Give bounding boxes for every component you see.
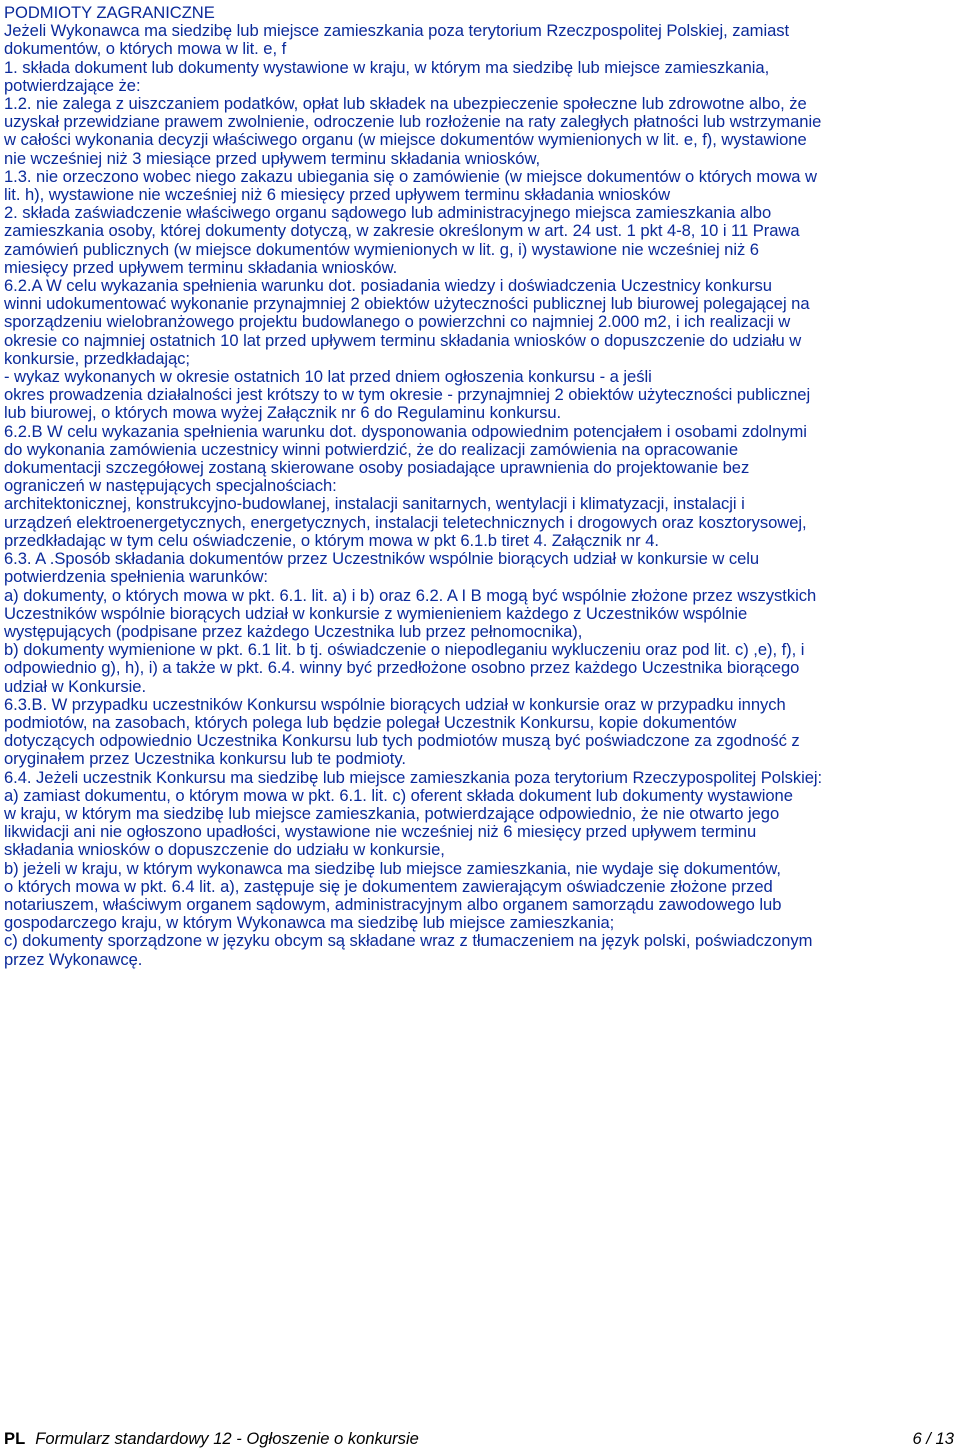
text-line: winni udokumentować wykonanie przynajmniej 2 obiektów użyteczności publicznej lub biurowej polegającej na bbox=[4, 294, 810, 314]
text-line: Uczestników wspólnie biorących udział w konkursie z wymienieniem każdego z Uczestników wspólnie bbox=[4, 603, 748, 623]
text-line: 6.3.B. W przypadku uczestników Konkursu wspólnie biorących udział w konkursie oraz w przypadku innych bbox=[4, 694, 786, 714]
text-line: 6.2.A W celu wykazania spełnienia warunku dot. posiadania wiedzy i doświadczenia Uczestnicy konkursu bbox=[4, 276, 772, 296]
document-body bbox=[4, 4, 956, 969]
text-line: sporządzeniu wielobranżowego projektu budowlanego o powierzchni co najmniej 2.000 m2, i ich realizacji w bbox=[4, 312, 791, 332]
text-line: b) dokumenty wymienione w pkt. 6.1 lit. b tj. oświadczenie o niepodleganiu wykluczeniu oraz pod lit. c) ,e), f), i bbox=[4, 640, 805, 660]
section-heading: PODMIOTY ZAGRANICZNE bbox=[4, 3, 215, 22]
text-line: 1.3. nie orzeczono wobec niego zakazu ubiegania się o zamówienie (w miejsce dokumentów o których mowa w bbox=[4, 166, 817, 186]
text-line: notariuszem, właściwym organem sądowym, administracyjnym albo organem samorządu zawodowego lub bbox=[4, 894, 782, 914]
text-line: zamówień publicznych (w miejsce dokumentów wymienionych w lit. g, i) wystawione nie wcześniej niż 6 bbox=[4, 239, 759, 259]
text-line: 6.2.B W celu wykazania spełnienia warunku dot. dysponowania odpowiednim potencjałem i osobami zdolnymi bbox=[4, 421, 807, 441]
text-line: dotyczących odpowiednio Uczestnika Konkursu lub tych podmiotów muszą być poświadczone za zgodność z bbox=[4, 731, 800, 751]
text-line: dokumentów, o których mowa w lit. e, f bbox=[4, 39, 287, 59]
text-line: w kraju, w którym ma siedzibę lub miejsce zamieszkania, potwierdzające odpowiednio, że nie otwarto jego bbox=[4, 803, 780, 823]
text-line: oryginałem przez Uczestnika konkursu lub te podmioty. bbox=[4, 749, 406, 769]
text-line: miesięcy przed upływem terminu składania wniosków. bbox=[4, 257, 398, 277]
text-line: potwierdzające że: bbox=[4, 75, 141, 95]
text-line: likwidacji ani nie ogłoszono upadłości, wystawione nie wcześniej niż 6 miesięcy przed upływem terminu bbox=[4, 822, 757, 842]
text-line: przedkładając w tym celu oświadczenie, o którym mowa w pkt 6.1.b tiret 4. Załącznik nr 4. bbox=[4, 530, 659, 550]
text-line: ograniczeń w następujących specjalnościach: bbox=[4, 476, 337, 496]
text-line: udział w Konkursie. bbox=[4, 676, 147, 696]
text-line: występujących (podpisane przez każdego Uczestnika lub przez pełnomocnika), bbox=[4, 621, 583, 641]
text-line: okresie co najmniej ostatnich 10 lat przed upływem terminu składania wniosków o dopuszczenie do udziału w bbox=[4, 330, 802, 350]
text-line: 6.3. A .Sposób składania dokumentów przez Uczestników wspólnie biorących udział w konkursie w celu bbox=[4, 549, 760, 569]
text-line: urządzeń elektroenergetycznych, energetycznych, instalacji teletechnicznych i drogowych oraz kosztorysowej, bbox=[4, 512, 807, 532]
footer-form-title: Formularz standardowy 12 - Ogłoszenie o konkursie bbox=[35, 1429, 419, 1448]
text-line: 6.4. Jeżeli uczestnik Konkursu ma siedzibę lub miejsce zamieszkania poza terytorium Rzeczypospolitej Polskiej: bbox=[4, 767, 823, 787]
text-line: nie wcześniej niż 3 miesiące przed upływem terminu składania wniosków, bbox=[4, 148, 541, 168]
text-line: - wykaz wykonanych w okresie ostatnich 10 lat przed dniem ogłoszenia konkursu - a jeśli bbox=[4, 367, 652, 387]
text-line: dokumentacji szczegółowej zostaną skierowane osoby posiadające uprawnienia do projektowanie bez bbox=[4, 458, 750, 478]
page-footer bbox=[4, 1429, 954, 1449]
text-line: c) dokumenty sporządzone w języku obcym są składane wraz z tłumaczeniem na język polski, poświadczonym bbox=[4, 931, 813, 951]
text-line: w całości wykonania decyzji właściwego organu (w miejsce dokumentów wymienionych w lit. e, f), wystawione bbox=[4, 130, 807, 150]
text-line: lit. h), wystawione nie wcześniej niż 6 miesięcy przed upływem terminu składania wniosków bbox=[4, 185, 671, 205]
text-line: podmiotów, na zasobach, których polega lub będzie polegał Uczestnik Konkursu, kopie dokumentów bbox=[4, 712, 737, 732]
text-line: składania wniosków o dopuszczenie do udziału w konkursie, bbox=[4, 840, 445, 860]
text-line: b) jeżeli w kraju, w którym wykonawca ma siedzibę lub miejsce zamieszkania, nie wydaje się dokumentów, bbox=[4, 858, 781, 878]
text-line: uzyskał przewidziane prawem zwolnienie, odroczenie lub rozłożenie na raty zaległych płatności lub wstrzymanie bbox=[4, 112, 822, 132]
text-line: przez Wykonawcę. bbox=[4, 949, 143, 969]
text-line: gospodarczego kraju, w którym Wykonawca ma siedzibę lub miejsce zamieszkania; bbox=[4, 913, 615, 933]
text-line: lub biurowej, o których mowa wyżej Załącznik nr 6 do Regulaminu konkursu. bbox=[4, 403, 562, 423]
text-line: 2. składa zaświadczenie właściwego organu sądowego lub administracyjnego miejsca zamieszkania albo bbox=[4, 203, 772, 223]
footer-country-code: PL bbox=[4, 1429, 26, 1448]
page-number: 6 / 13 bbox=[912, 1429, 954, 1448]
text-line: potwierdzenia spełnienia warunków: bbox=[4, 567, 268, 587]
text-line: o których mowa w pkt. 6.4 lit. a), zastępuje się je dokumentem zawierającym oświadczenie złożone przed bbox=[4, 876, 773, 896]
text-line: 1. składa dokument lub dokumenty wystawione w kraju, w którym ma siedzibę lub miejsce zamieszkania, bbox=[4, 57, 770, 77]
text-line: Jeżeli Wykonawca ma siedzibę lub miejsce zamieszkania poza terytorium Rzeczpospolitej Polskiej, zamiast bbox=[4, 21, 790, 41]
text-line: konkursie, przedkładając; bbox=[4, 348, 190, 368]
text-line: architektonicznej, konstrukcyjno-budowlanej, instalacji sanitarnych, wentylacji i klimatyzacji, instalacji i bbox=[4, 494, 745, 514]
text-line: odpowiednio g), h), i) a także w pkt. 6.4. winny być przedłożone osobno przez każdego Uczestnika biorącego bbox=[4, 658, 800, 678]
text-line: a) dokumenty, o których mowa w pkt. 6.1. lit. a) i b) oraz 6.2. A I B mogą być wspólnie złożone przez wszystkich bbox=[4, 585, 817, 605]
text-line: zamieszkania osoby, której dokumenty dotyczą, w zakresie określonym w art. 24 ust. 1 pkt 4-8, 10 i 11 Prawa bbox=[4, 221, 800, 241]
text-line: 1.2. nie zalega z uiszczaniem podatków, opłat lub składek na ubezpieczenie społeczne lub zdrowotne albo, że bbox=[4, 94, 807, 114]
text-line: okres prowadzenia działalności jest krótszy to w tym okresie - przynajmniej 2 obiektów użyteczności publicznej bbox=[4, 385, 811, 405]
text-line: a) zamiast dokumentu, o którym mowa w pkt. 6.1. lit. c) oferent składa dokument lub dokumenty wystawione bbox=[4, 785, 793, 805]
text-line: do wykonania zamówienia uczestnicy winni potwierdzić, że do realizacji zamówienia na opracowanie bbox=[4, 439, 738, 459]
